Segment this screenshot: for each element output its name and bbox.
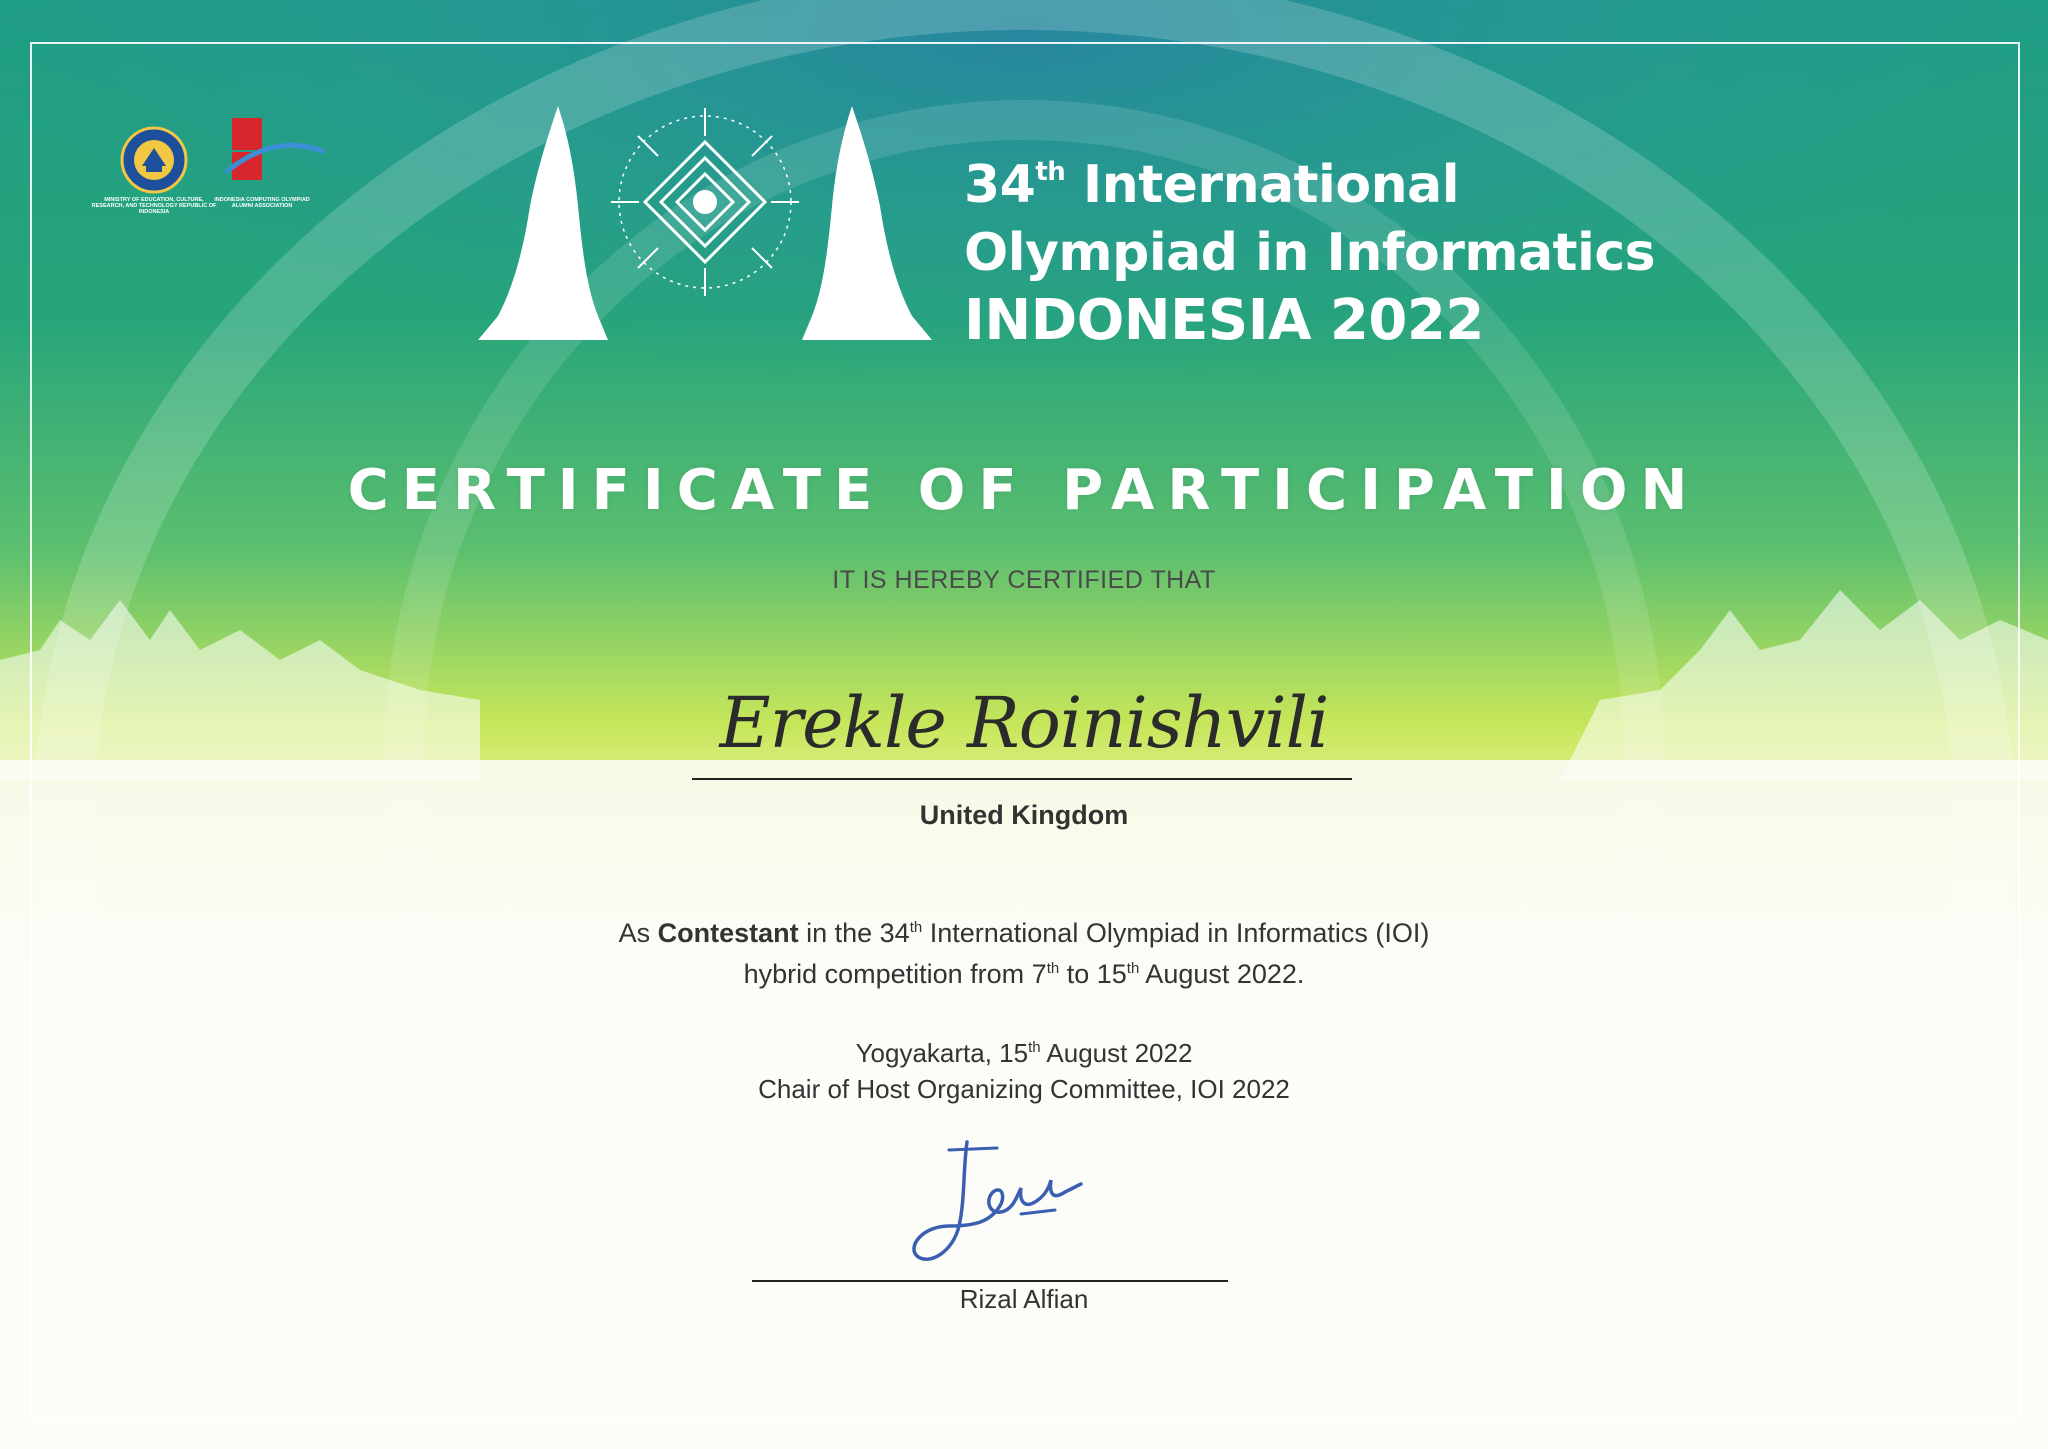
handwritten-signature-icon <box>905 1130 1085 1275</box>
signature-line <box>752 1280 1228 1282</box>
statement-line1: As Contestant in the 34th International Olympiad in Informatics (IOI) <box>618 918 1430 948</box>
ministry-caption: MINISTRY OF EDUCATION, CULTURE, RESEARCH, AND TECHNOLOGY REPUBLIC OF INDONESIA <box>91 197 217 215</box>
toki-caption: INDONESIA COMPUTING OLYMPIAD ALUMNI ASSOCIATION <box>214 197 310 209</box>
certificate-title: CERTIFICATE OF PARTICIPATION <box>347 458 1701 523</box>
place-date: Yogyakarta, 15th August 2022 <box>855 1038 1193 1068</box>
chair-title: Chair of Host Organizing Committee, IOI 2022 <box>758 1074 1290 1104</box>
statement-line2: hybrid competition from 7th to 15th August 2022. <box>743 959 1305 989</box>
event-title-line2: Olympiad in Informatics <box>964 223 1656 283</box>
event-title-line3: INDONESIA 2022 <box>964 288 1484 353</box>
role: Contestant <box>657 918 799 948</box>
ioi-temple-emblem-icon <box>478 96 932 346</box>
event-title-line1: 34th International <box>964 155 1460 215</box>
name-underline <box>692 778 1352 780</box>
recipient-country: United Kingdom <box>919 800 1129 830</box>
participation-statement <box>0 910 2048 992</box>
issue-block <box>0 1030 2048 1107</box>
signatory-name: Rizal Alfian <box>959 1284 1089 1314</box>
recipient-name: Erekle Roinishvili <box>719 682 1329 764</box>
certified-text: IT IS HEREBY CERTIFIED THAT <box>832 566 1216 594</box>
event-title <box>964 138 1655 355</box>
